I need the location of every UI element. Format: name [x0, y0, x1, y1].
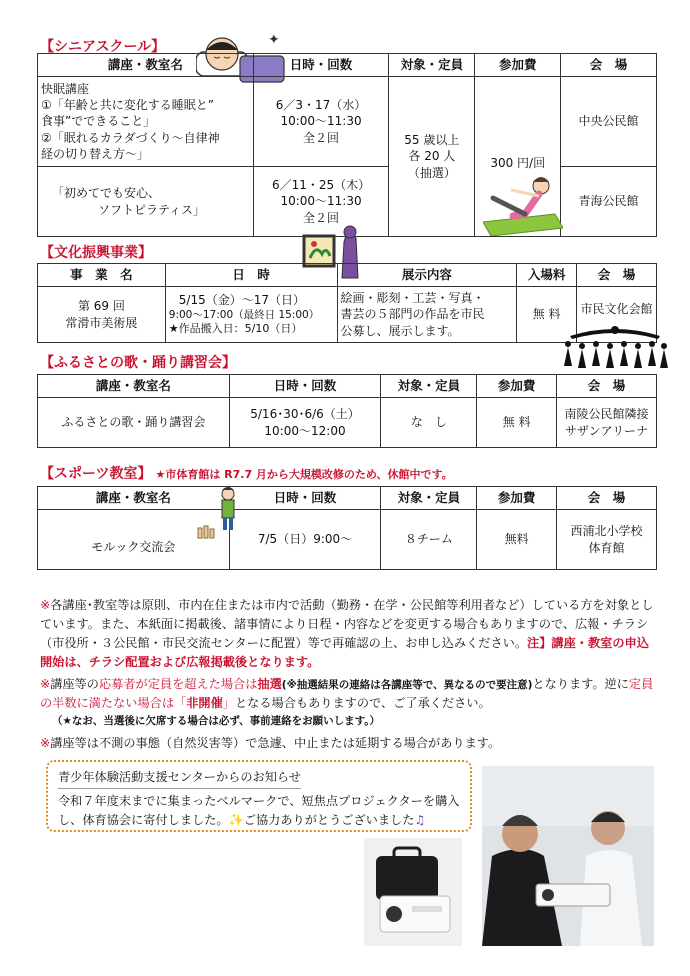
course-name-pilates: 「初めてでも安心、 ソフトピラティス」	[38, 167, 254, 237]
col-header: 日時・回数	[229, 487, 381, 510]
furusato-fee: 無 料	[477, 398, 557, 448]
course-date-pilates: 6／11・25（木） 10:00～11:30 全２回	[253, 167, 389, 237]
col-header: 日時・回数	[229, 375, 381, 398]
sports-name: モルック交流会	[38, 510, 230, 570]
event-name: 第 69 回 常滑市美術展	[38, 287, 166, 343]
furusato-name: ふるさとの歌・踊り講習会	[38, 398, 230, 448]
course-date-sleep: 6／3・17（水） 10:00～11:30 全２回	[253, 77, 389, 167]
col-header: 対象・定員	[381, 487, 477, 510]
notice-title: 青少年体験活動支援センターからのお知らせ	[58, 768, 301, 789]
col-header: 対象・定員	[381, 375, 477, 398]
furusato-target: な し	[381, 398, 477, 448]
event-fee: 無 料	[517, 287, 577, 343]
col-header: 参加費	[477, 375, 557, 398]
culture-section-title: 【文化振興事業】	[40, 245, 152, 261]
col-header: 参加費	[477, 487, 557, 510]
course-fee: 300 円/回	[475, 77, 561, 237]
sports-closure-note: ★市体育館は R7.7 月から大規模改修のため、休館中です。	[155, 468, 453, 481]
col-header: 参加費	[475, 54, 561, 77]
col-header: 入場料	[517, 264, 577, 287]
music-note-icon: ♫	[414, 813, 426, 828]
col-header: 事 業 名	[38, 264, 166, 287]
youth-center-notice	[46, 760, 472, 832]
molkky-player-illustration	[196, 486, 246, 542]
sports-target: ８チーム	[381, 510, 477, 570]
furusato-date: 5/16･30･6/6（土） 10:00～12:00	[229, 398, 381, 448]
col-header: 日時・回数	[253, 54, 389, 77]
event-venue: 市民文化会館	[577, 287, 657, 343]
note-lottery: ※講座等の応募者が定員を超えた場合は抽選(※抽選結果の連絡は各講座等で、異なるので要注意)となります。逆に定員の半数に満たない場合は「非開催」となる場合もありますので、ご了承ください。 （★なお、当選後に欠席する場合は必ず、事前連絡をお願いします。）	[40, 677, 654, 727]
projector-photo	[364, 838, 462, 946]
event-content: 絵画・彫刻・工芸・写真・ 書芸の５部門の作品を市民 公募し、展示します。	[337, 287, 517, 343]
senior-table	[37, 53, 657, 237]
sports-table	[37, 486, 657, 570]
venue-oumi: 青海公民館	[561, 167, 657, 237]
dancers-silhouette-illustration	[560, 322, 670, 368]
donation-photo	[482, 766, 654, 946]
event-date: 5/15（金）～17（日） 9:00～17:00（最終日 15:00） ★作品搬入日：5/10（日）	[165, 287, 337, 343]
senior-section-title: 【シニアスクール】	[40, 39, 166, 55]
col-header: 会 場	[577, 264, 657, 287]
sports-venue: 西浦北小学校 体育館	[557, 510, 657, 570]
furusato-table	[37, 374, 657, 448]
col-header: 対象・定員	[389, 54, 475, 77]
col-header: 会 場	[557, 487, 657, 510]
course-target: 55 歳以上 各 20 人 （抽選）	[389, 77, 475, 237]
notice-body: 令和７年度末までに集まったベルマークで、短焦点プロジェクターを購入し、体育協会に寄付しました。✨ご協力ありがとうございました♫	[58, 793, 460, 828]
sports-fee: 無料	[477, 510, 557, 570]
col-header: 講座・教室名	[38, 54, 254, 77]
furusato-section-title: 【ふるさとの歌・踊り講習会】	[40, 355, 236, 371]
note-general: ※各講座･教室等は原則、市内在住または市内で活動（勤務・在学・公民館等利用者など）している方を対象としています。また、本紙面に掲載後、諸事情により日程・内容などを変更する場合もありますので、広報・チラシ（市役所・３公民館・市民交流センターに配置）等で再確認の上、お申し込みください。注】講座・教室の申込開始は、チラシ配置および広報掲載後となります。	[40, 598, 654, 669]
col-header: 講座・教室名	[38, 487, 230, 510]
pilates-illustration	[483, 170, 563, 236]
svg-text:✦: ✦	[268, 32, 280, 48]
col-header: 日 時	[165, 264, 337, 287]
sports-date: 7/5（日）9:00～	[229, 510, 381, 570]
col-header: 講座・教室名	[38, 375, 230, 398]
furusato-venue: 南陵公民館隣接 サザンアリーナ	[557, 398, 657, 448]
col-header: 会 場	[561, 54, 657, 77]
col-header: 会 場	[557, 375, 657, 398]
note-cancel: ※講座等は不測の事態（自然災害等）で急遽、中止または延期する場合があります。	[40, 736, 501, 750]
sports-section-title: 【スポーツ教室】 ★市体育館は R7.7 月から大規模改修のため、休館中です。	[40, 466, 453, 482]
venue-chuo: 中央公民館	[561, 77, 657, 167]
col-header: 展示内容	[337, 264, 517, 287]
course-name-sleep: 快眠講座 ①「年齢と共に変化する睡眠と” 食事”でできること」 ②「眠れるカラダづくり～自律神 経の切り替え方～」	[38, 77, 254, 167]
